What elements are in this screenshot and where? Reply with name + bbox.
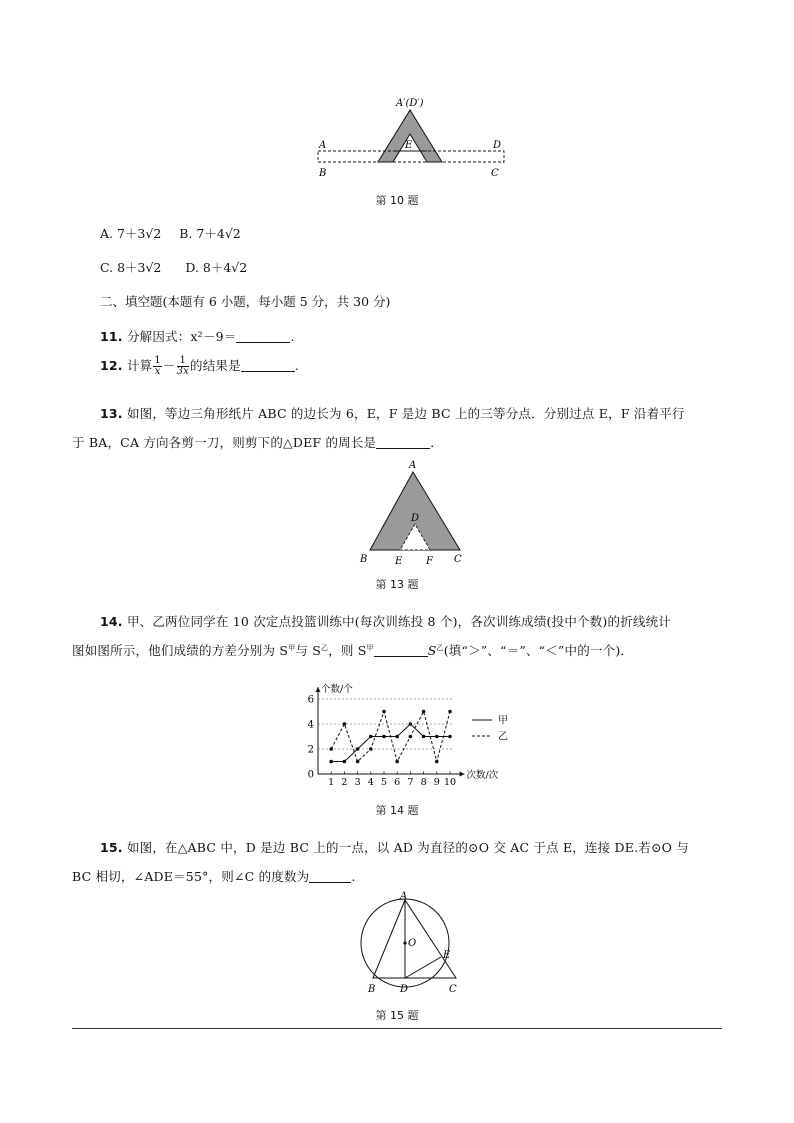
q13-line2: 于 BA，CA 方向各剪一刀，则剪下的△DEF 的周长是 [72,435,377,450]
data-point [343,722,347,726]
fig14-caption: 第 14 题 [375,804,419,817]
data-point [382,735,386,739]
fig13-label-f: F [426,556,433,567]
y-tick-label: 6 [307,694,314,706]
data-point [395,735,399,739]
q12-fraction-1 [153,356,162,377]
q11-number: 11. [100,329,123,344]
question-11 [100,327,295,345]
question-14-line-2: 图如图所示，他们成绩的方差分别为 $S^甲$与 $S^乙$，则 $S^甲$ $S^乙$(填“＞”、“＝”、“＜”中的一个)． [72,643,634,658]
fig10-caption: 第 10 题 [375,194,419,207]
data-point [382,710,386,714]
q14-sup4: 乙 [436,643,444,652]
data-point [409,735,413,739]
data-point [435,760,439,764]
q15-line2: BC 相切，∠ADE＝55°，则∠C 的度数为 [72,869,310,884]
y-axis-label: 个数/个 [321,684,353,695]
y-tick-label: 0 [307,769,314,781]
q14-sup1: 甲 [288,643,296,652]
figure-15 [356,890,466,1000]
x-tick-label: 9 [433,777,440,788]
choice-row-1 [100,224,241,242]
section-2-heading: 二、填空题(本题有 6 小题，每小题 5 分，共 30 分) [100,294,391,309]
fig13-label-d: D [411,513,420,524]
question-15-line-1 [100,838,689,856]
q11-end: . [290,329,295,344]
x-tick-label: 10 [443,777,457,788]
fig15-label-c: C [449,984,457,995]
q13-end: ． [430,435,443,450]
fig15-label-d: D [400,984,409,995]
q14-blank [374,644,428,657]
q15-line1: 如图，在△ABC 中，D 是边 BC 上的一点，以 AD 为直径的⊙O 交 AC 于点 E，连接 DE.若⊙O 与 [126,840,689,855]
q11-text: 分解因式：x²－9＝ [126,329,237,344]
q12-f1-num: 1 [154,355,161,366]
fig13-label-c: C [454,554,462,565]
fig15-label-a: A [400,891,408,902]
question-13-line-2 [72,433,443,451]
q13-line1: 如图，等边三角形纸片 ABC 的边长为 6，E，F 是边 BC 上的三等分点．分别过点 E，F 沿着平行 [126,406,685,421]
q12-f1-den: x [154,366,161,377]
x-axis-label: 次数/次 [466,770,499,781]
figure-14-chart [296,672,526,792]
q14-line2b: 与 S [295,643,321,658]
q15-blank [309,870,351,883]
y-axis-arrow [316,687,321,692]
x-tick-label: 1 [328,777,335,788]
data-point [448,710,452,714]
x-tick-label: 2 [341,777,348,788]
q12-end: . [294,358,300,373]
fig10-label-b: B [319,168,327,179]
q12-f2-num: 1 [177,356,189,367]
fig13-caption: 第 13 题 [375,578,419,591]
fig10-label-a: A [319,140,327,151]
q13-blank [376,436,430,449]
legend-label-1: 甲 [498,715,508,727]
q14-line2c: ，则 S [328,643,367,658]
question-13-line-1 [100,404,685,422]
fig10-label-top: A′(D′) [396,98,424,109]
data-point [409,722,413,726]
question-12 [100,356,299,377]
figure-10 [310,92,510,187]
fig15-label-b: B [368,984,376,995]
data-point [435,735,439,739]
x-tick-label: 6 [394,777,401,788]
fig13-label-b: B [360,554,368,565]
q14-line2a: 图如图所示，他们成绩的方差分别为 S [72,643,289,658]
q12-minus: － [162,358,176,373]
fig15-caption: 第 15 题 [375,1009,419,1022]
choice-row-2 [100,258,247,276]
data-point [422,710,426,714]
figure-13 [352,456,472,571]
x-axis-arrow [460,772,465,777]
data-point [343,760,347,764]
fig10-label-d: D [493,140,502,151]
q12-pre: 计算 [126,358,153,373]
question-14-line-1 [100,612,671,630]
q15-end: . [351,869,356,884]
q13-number: 13. [100,406,123,421]
y-tick-label: 4 [307,719,314,731]
fig10-label-c: C [491,168,499,179]
x-tick-label: 5 [380,777,388,788]
x-tick-label: 8 [420,777,427,788]
choice-a: A. 7＋3√2 [100,226,162,241]
q14-sup3: 甲 [366,643,374,652]
q14-sup2: 乙 [320,643,329,652]
x-tick-label: 4 [367,777,374,788]
choice-b: B. 7＋4√2 [179,226,241,241]
q14-line1: 甲、乙两位同学在 10 次定点投篮训练中(每次训练投 8 个)，各次训练成绩(投中个数)的折线统计 [126,614,671,629]
legend-label-2: 乙 [498,731,508,743]
data-point [369,747,373,751]
q12-fraction-2 [177,356,189,377]
q12-blank [241,359,295,372]
q11-blank [236,330,290,343]
q14-line2d: (填“＞”、“＝”、“＜”中的一个)． [443,643,634,658]
q12-f2-den: 3x [176,366,190,377]
q12-number: 12. [100,358,123,373]
data-point [369,735,373,739]
q15-number: 15. [100,840,123,855]
data-point [395,760,399,764]
q14-number: 14. [100,614,123,629]
fig15-label-o: O [408,938,417,949]
choice-c: C. 8＋3√2 [100,260,162,275]
footer-rule [72,1028,722,1029]
q12-post: 的结果是 [190,358,241,373]
data-point [356,747,360,751]
choice-d: D. 8＋4√2 [185,260,248,275]
data-point [448,735,452,739]
data-point [329,747,333,751]
data-point [329,760,333,764]
data-point [422,735,426,739]
x-tick-label: 3 [354,777,361,788]
y-tick-label: 2 [307,744,314,756]
x-tick-label: 7 [407,777,414,788]
data-point [356,760,360,764]
fig10-label-e: E [405,140,413,151]
question-15-line-2 [72,867,356,885]
fig13-label-a: A [409,460,417,471]
fig15-label-e: E [443,950,451,961]
fig13-label-e: E [395,556,403,567]
